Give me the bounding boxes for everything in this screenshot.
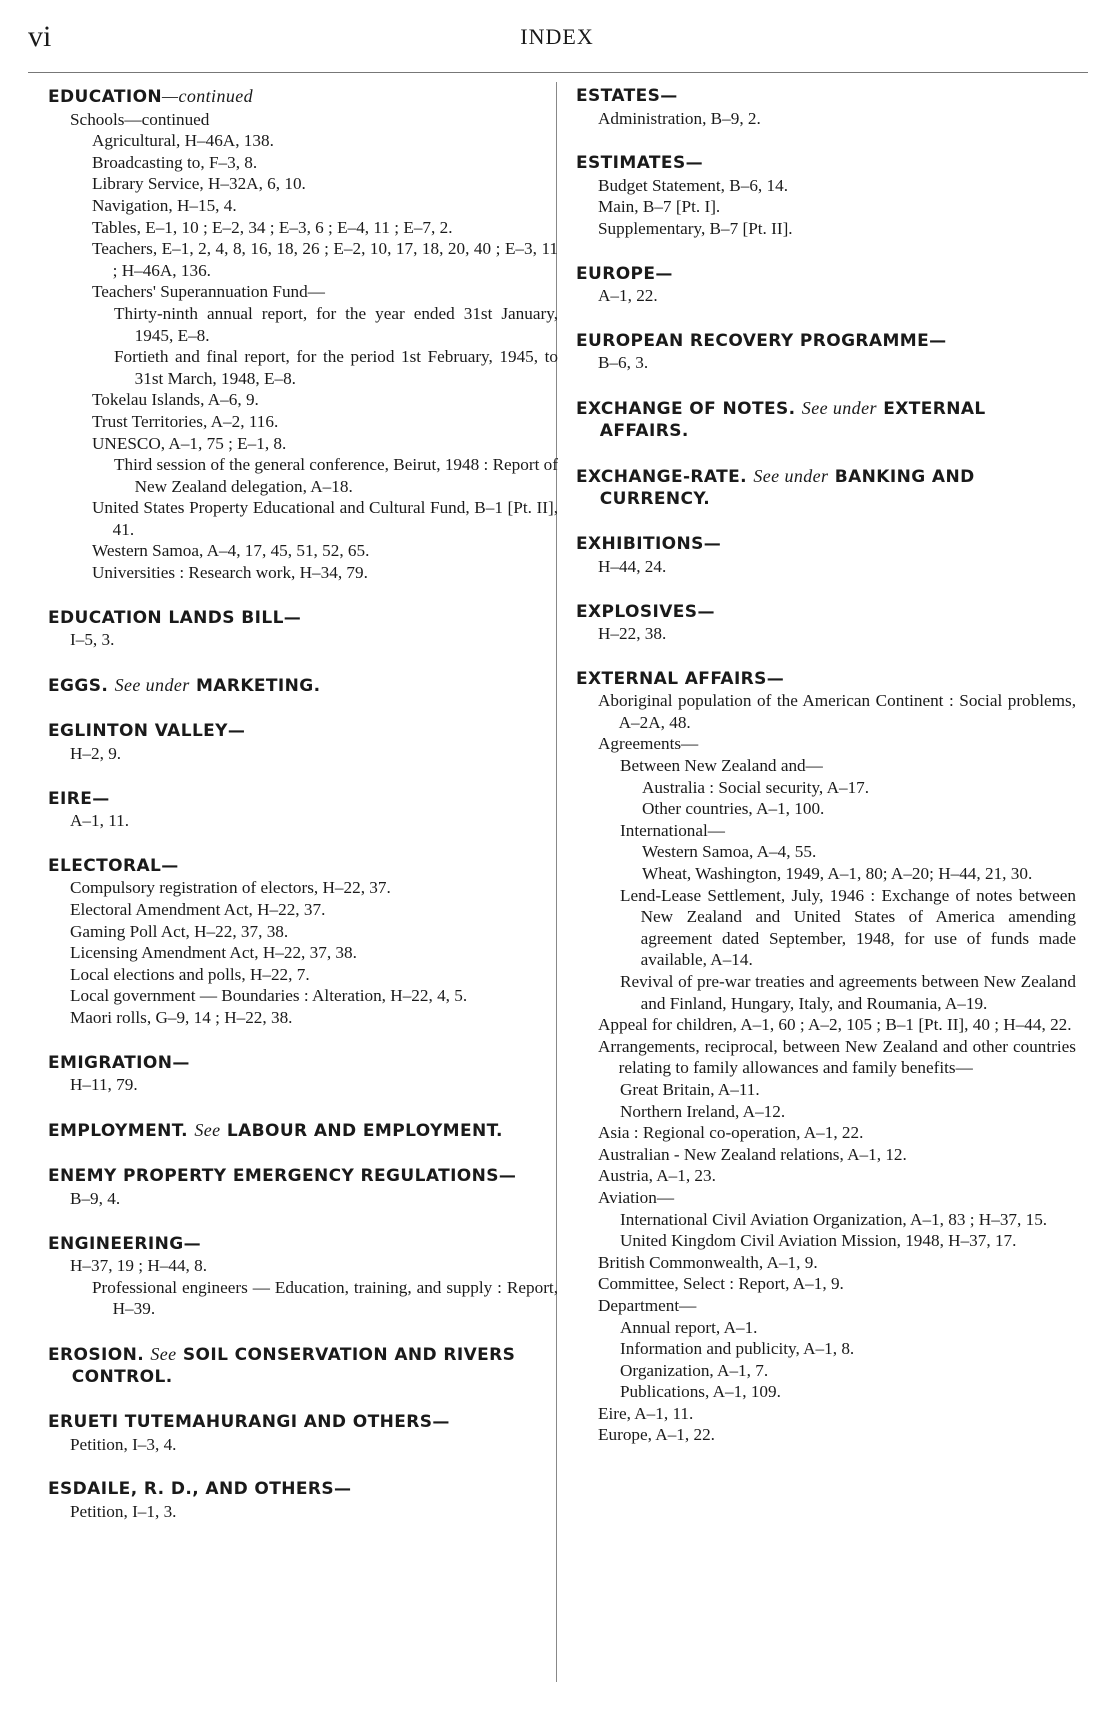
see-target: SOIL CONSERVATION AND RIVERS CONTROL. <box>71 1344 516 1387</box>
entry-line: Supplementary, B–7 [Pt. II]. <box>598 218 793 238</box>
entry-line: Australia : Social security, A–17. <box>642 777 870 797</box>
entry-line: Maori rolls, G–9, 14 ; H–22, 38. <box>70 1007 293 1027</box>
entry-line: Western Samoa, A–4, 17, 45, 51, 52, 65. <box>92 541 370 561</box>
heading-text: EDUCATION <box>48 87 163 107</box>
entry-line: Compulsory registration of electors, H–22, 37. <box>70 878 391 898</box>
entry-heading <box>48 608 558 630</box>
entry-line: Petition, I–1, 3. <box>70 1501 177 1521</box>
entry-line: Professional engineers — Education, training, and supply : Report, H–39. <box>92 1277 558 1319</box>
heading-text: EMPLOYMENT. <box>48 1120 189 1141</box>
entry-line: Australian - New Zealand relations, A–1, 12. <box>598 1144 907 1164</box>
entry-line: Department— <box>598 1295 697 1315</box>
entry-line: Arrangements, reciprocal, between New Zealand and other countries relating to family allowances and family benefits— <box>598 1036 1076 1078</box>
see-target: EXTERNAL AFFAIRS. <box>599 398 986 441</box>
index-entry <box>48 1234 558 1320</box>
entry-line: H–2, 9. <box>70 744 122 764</box>
see-reference: See under <box>753 466 829 487</box>
heading-text: EROSION. <box>48 1344 145 1365</box>
index-entry <box>48 856 558 1029</box>
heading-text: ESDAILE, R. D., AND OTHERS— <box>48 1479 352 1500</box>
entry-line: Administration, B–9, 2. <box>598 108 761 128</box>
entry-heading <box>576 602 1076 624</box>
entry-line: Teachers' Superannuation Fund— <box>92 282 325 302</box>
entry-line: United States Property Educational and Cultural Fund, B–1 [Pt. II], 41. <box>92 498 558 539</box>
entry-line: Library Service, H–32A, 6, 10. <box>92 174 306 194</box>
index-entry <box>48 675 558 698</box>
entry-line: A–1, 22. <box>598 286 658 306</box>
entry-line: Information and publicity, A–1, 8. <box>620 1339 855 1359</box>
index-entry <box>48 1412 558 1455</box>
entry-line: International Civil Aviation Organization, A–1, 83 ; H–37, 15. <box>620 1209 1048 1229</box>
index-entry <box>48 1120 558 1143</box>
entry-line: Lend-Lease Settlement, July, 1946 : Exchange of notes between New Zealand and United States of America amending agreement dated September, 1948, for use of funds made available, A–14. <box>620 885 1076 970</box>
index-entry <box>576 264 1076 307</box>
index-entry <box>576 534 1076 577</box>
header-rule <box>28 72 1088 73</box>
entry-line: Schools—continued <box>70 109 210 129</box>
see-reference: See <box>150 1343 177 1364</box>
index-entry <box>576 466 1076 510</box>
left-column <box>48 86 558 1546</box>
entry-heading <box>48 1412 558 1434</box>
index-entry <box>48 1479 558 1522</box>
entry-heading <box>576 669 1076 691</box>
entry-line: I–5, 3. <box>70 630 115 650</box>
index-entry <box>48 1166 558 1209</box>
heading-text: EGGS. <box>48 675 109 696</box>
entry-heading <box>48 1166 558 1188</box>
heading-text: EXPLOSIVES— <box>576 601 715 622</box>
heading-text: EDUCATION LANDS BILL— <box>48 607 302 628</box>
entry-line: Tables, E–1, 10 ; E–2, 34 ; E–3, 6 ; E–4, 11 ; E–7, 2. <box>92 217 453 237</box>
heading-text: EXTERNAL AFFAIRS— <box>576 668 785 689</box>
entry-heading <box>576 534 1076 556</box>
heading-text: EIRE— <box>48 788 110 809</box>
entry-heading <box>576 398 1076 442</box>
right-column <box>576 86 1076 1470</box>
index-entry <box>576 398 1076 442</box>
heading-suffix: —continued <box>162 86 254 106</box>
see-target: LABOUR AND EMPLOYMENT. <box>226 1120 503 1141</box>
entry-line: H–22, 38. <box>598 624 667 644</box>
entry-line: H–37, 19 ; H–44, 8. <box>70 1256 208 1276</box>
entry-heading <box>48 1120 558 1143</box>
entry-line: A–1, 11. <box>70 811 130 831</box>
entry-heading <box>48 86 558 109</box>
entry-line: Fortieth and final report, for the period 1st February, 1945, to 31st March, 1948, E–8. <box>114 347 558 388</box>
entry-line: Aboriginal population of the American Continent : Social problems, A–2A, 48. <box>598 691 1076 732</box>
entry-line: Tokelau Islands, A–6, 9. <box>92 390 259 410</box>
entry-heading <box>48 1053 558 1075</box>
entry-line: Gaming Poll Act, H–22, 37, 38. <box>70 921 289 941</box>
index-entry <box>576 153 1076 239</box>
entry-line: H–44, 24. <box>598 556 667 576</box>
entry-line: Organization, A–1, 7. <box>620 1360 769 1380</box>
entry-line: B–6, 3. <box>598 353 649 373</box>
entry-line: British Commonwealth, A–1, 9. <box>598 1252 818 1272</box>
entry-line: Revival of pre-war treaties and agreements between New Zealand and Finland, Hungary, Italy, and Roumania, A–19. <box>620 972 1076 1013</box>
entry-line: Western Samoa, A–4, 55. <box>642 842 817 862</box>
see-reference: See under <box>114 674 190 695</box>
entry-line: Wheat, Washington, 1949, A–1, 80; A–20; H–44, 21, 30. <box>642 864 1033 884</box>
heading-text: EXHIBITIONS— <box>576 534 722 555</box>
entry-heading <box>48 721 558 743</box>
entry-line: Agreements— <box>598 734 699 754</box>
page-title: INDEX <box>520 24 594 49</box>
entry-line: Appeal for children, A–1, 60 ; A–2, 105 ; B–1 [Pt. II], 40 ; H–44, 22. <box>598 1015 1072 1035</box>
entry-line: Austria, A–1, 23. <box>598 1166 716 1186</box>
entry-line: Aviation— <box>598 1187 675 1207</box>
heading-text: ESTIMATES— <box>576 153 703 174</box>
entry-line: Publications, A–1, 109. <box>620 1382 781 1402</box>
page-number: vi <box>28 20 52 53</box>
index-entry <box>48 789 558 832</box>
entry-heading <box>576 331 1076 353</box>
entry-heading <box>576 86 1076 108</box>
entry-line: Universities : Research work, H–34, 79. <box>92 563 368 583</box>
entry-line: Great Britain, A–11. <box>620 1079 760 1099</box>
entry-line: International— <box>620 820 725 840</box>
entry-line: Annual report, A–1. <box>620 1317 758 1337</box>
entry-line: Main, B–7 [Pt. I]. <box>598 197 721 217</box>
heading-text: EGLINTON VALLEY— <box>48 721 246 742</box>
entry-heading <box>48 1344 558 1388</box>
entry-heading <box>48 789 558 811</box>
entry-line: Trust Territories, A–2, 116. <box>92 411 279 431</box>
entry-line: Navigation, H–15, 4. <box>92 195 237 215</box>
index-entry <box>48 1344 558 1388</box>
see-target: BANKING AND CURRENCY. <box>599 467 975 509</box>
entry-line: Electoral Amendment Act, H–22, 37. <box>70 900 326 919</box>
entry-line: Broadcasting to, F–3, 8. <box>92 152 258 172</box>
heading-text: ESTATES— <box>576 86 678 106</box>
entry-line: Eire, A–1, 11. <box>598 1403 694 1423</box>
entry-line: Asia : Regional co-operation, A–1, 22. <box>598 1123 864 1143</box>
index-entry <box>48 721 558 764</box>
entry-line: Committee, Select : Report, A–1, 9. <box>598 1274 844 1294</box>
entry-line: Between New Zealand and— <box>620 756 823 776</box>
entry-line: Budget Statement, B–6, 14. <box>598 175 789 195</box>
index-entry <box>48 608 558 651</box>
heading-text: EMIGRATION— <box>48 1052 190 1073</box>
entry-heading <box>48 675 558 698</box>
entry-heading <box>48 1234 558 1256</box>
entry-line: Other countries, A–1, 100. <box>642 799 825 819</box>
entry-line: Thirty-ninth annual report, for the year ended 31st January, 1945, E–8. <box>114 303 558 345</box>
entry-heading <box>48 856 558 878</box>
index-entry <box>576 602 1076 645</box>
entry-heading <box>48 1479 558 1501</box>
entry-line: H–11, 79. <box>70 1075 138 1095</box>
entry-line: Local elections and polls, H–22, 7. <box>70 964 310 984</box>
index-entry <box>48 86 558 584</box>
entry-line: Europe, A–1, 22. <box>598 1425 715 1445</box>
heading-text: EXCHANGE-RATE. <box>576 467 748 488</box>
entry-line: Teachers, E–1, 2, 4, 8, 16, 18, 26 ; E–2, 10, 17, 18, 20, 40 ; E–3, 11 ; H–46A, 136. <box>92 239 558 280</box>
heading-text: EUROPEAN RECOVERY PROGRAMME— <box>576 330 947 351</box>
heading-text: EUROPE— <box>576 263 673 284</box>
entry-line: Petition, I–3, 4. <box>70 1434 177 1454</box>
see-reference: See <box>194 1119 221 1140</box>
entry-heading <box>576 153 1076 175</box>
index-entry <box>576 86 1076 129</box>
entry-heading <box>576 466 1076 510</box>
index-entry <box>48 1053 558 1096</box>
heading-text: ENEMY PROPERTY EMERGENCY REGULATIONS— <box>48 1166 517 1187</box>
heading-text: ERUETI TUTEMAHURANGI AND OTHERS— <box>48 1412 450 1433</box>
entry-line: Agricultural, H–46A, 138. <box>92 131 274 151</box>
entry-line: Third session of the general conference, Beirut, 1948 : Report of New Zealand delegation, A–18. <box>114 455 558 496</box>
entry-line: UNESCO, A–1, 75 ; E–1, 8. <box>92 433 287 453</box>
entry-line: Northern Ireland, A–12. <box>620 1101 786 1121</box>
entry-line: Local government — Boundaries : Alteration, H–22, 4, 5. <box>70 986 468 1006</box>
see-reference: See under <box>801 397 877 418</box>
entry-line: B–9, 4. <box>70 1188 121 1208</box>
heading-text: ENGINEERING— <box>48 1233 201 1254</box>
entry-line: United Kingdom Civil Aviation Mission, 1948, H–37, 17. <box>620 1231 1017 1251</box>
entry-heading <box>576 264 1076 286</box>
entry-line: Licensing Amendment Act, H–22, 37, 38. <box>70 943 357 963</box>
index-entry <box>576 669 1076 1446</box>
heading-text: ELECTORAL— <box>48 855 179 876</box>
index-entry <box>576 331 1076 374</box>
see-target: MARKETING. <box>195 675 321 696</box>
heading-text: EXCHANGE OF NOTES. <box>576 398 796 419</box>
